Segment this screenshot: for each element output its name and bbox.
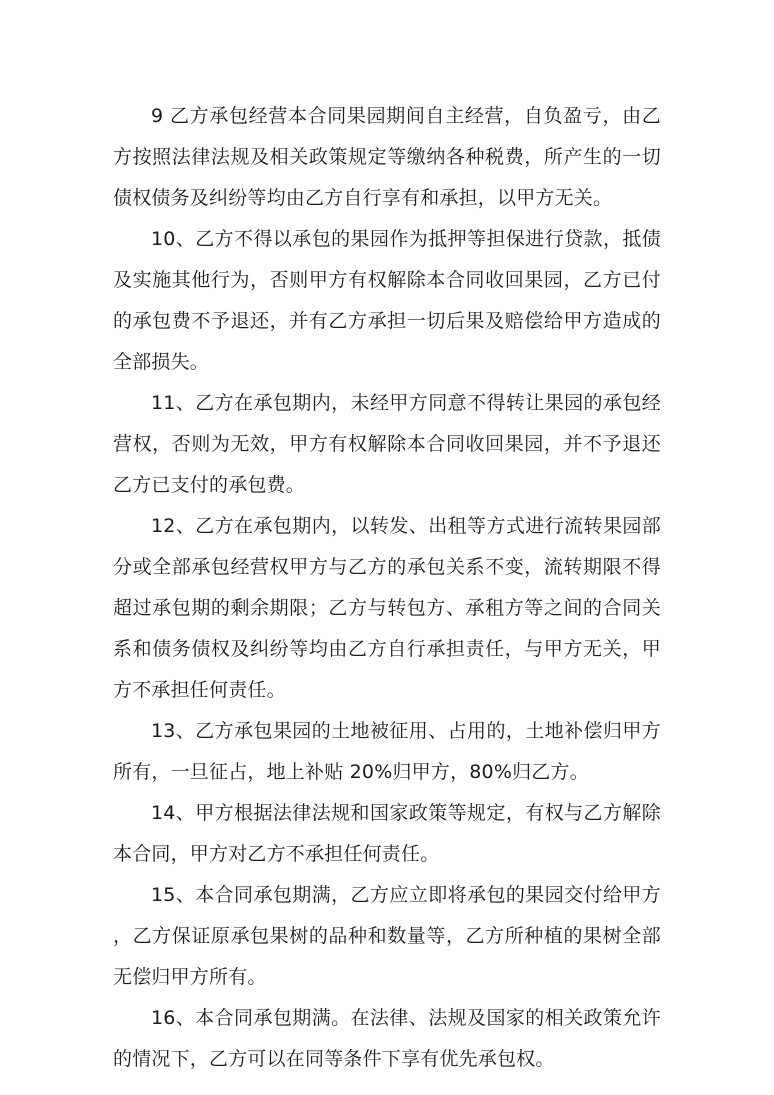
clause-14: 14、甲方根据法律法规和国家政策等规定，有权与乙方解除本合同，甲方对乙方不承担任何责任。 [113,802,661,865]
clause-10: 10、乙方不得以承包的果园作为抵押等担保进行贷款，抵债及实施其他行为，否则甲方有权解除本合同收回果园，乙方已付的承包费不予退还，并有乙方承担一切后果及赔偿给甲方造成的全部损失。 [113,228,661,373]
clause-15: 15、本合同承包期满，乙方应立即将承包的果园交付给甲方，乙方保证原承包果树的品种和数量等，乙方所种植的果树全部无偿归甲方所有。 [113,884,661,988]
clause-12: 12、乙方在承包期内，以转发、出租等方式进行流转果园部分或全部承包经营权甲方与乙方的承包关系不变，流转期限不得超过承包期的剩余期限；乙方与转包方、承租方等之间的合同关系和债务债权及纠纷等均由乙方自行承担责任，与甲方无关，甲方不承担任何责任。 [113,515,661,701]
clause-13: 13、乙方承包果园的土地被征用、占用的，土地补偿归甲方所有，一旦征占，地上补贴 20%归甲方，80%归乙方。 [113,720,661,783]
clause-9: 9 乙方承包经营本合同果园期间自主经营，自负盈亏，由乙方按照法律法规及相关政策规定等缴纳各种税费，所产生的一切债权债务及纠纷等均由乙方自行享有和承担，以甲方无关。 [113,105,661,209]
clause-16: 16、本合同承包期满。在法律、法规及国家的相关政策允许的情况下，乙方可以在同等条件下享有优先承包权。 [113,1007,661,1070]
clause-11: 11、乙方在承包期内，未经甲方同意不得转让果园的承包经营权，否则为无效，甲方有权解除本合同收回果园，并不予退还乙方已支付的承包费。 [113,392,661,496]
document-page [113,96,661,1080]
